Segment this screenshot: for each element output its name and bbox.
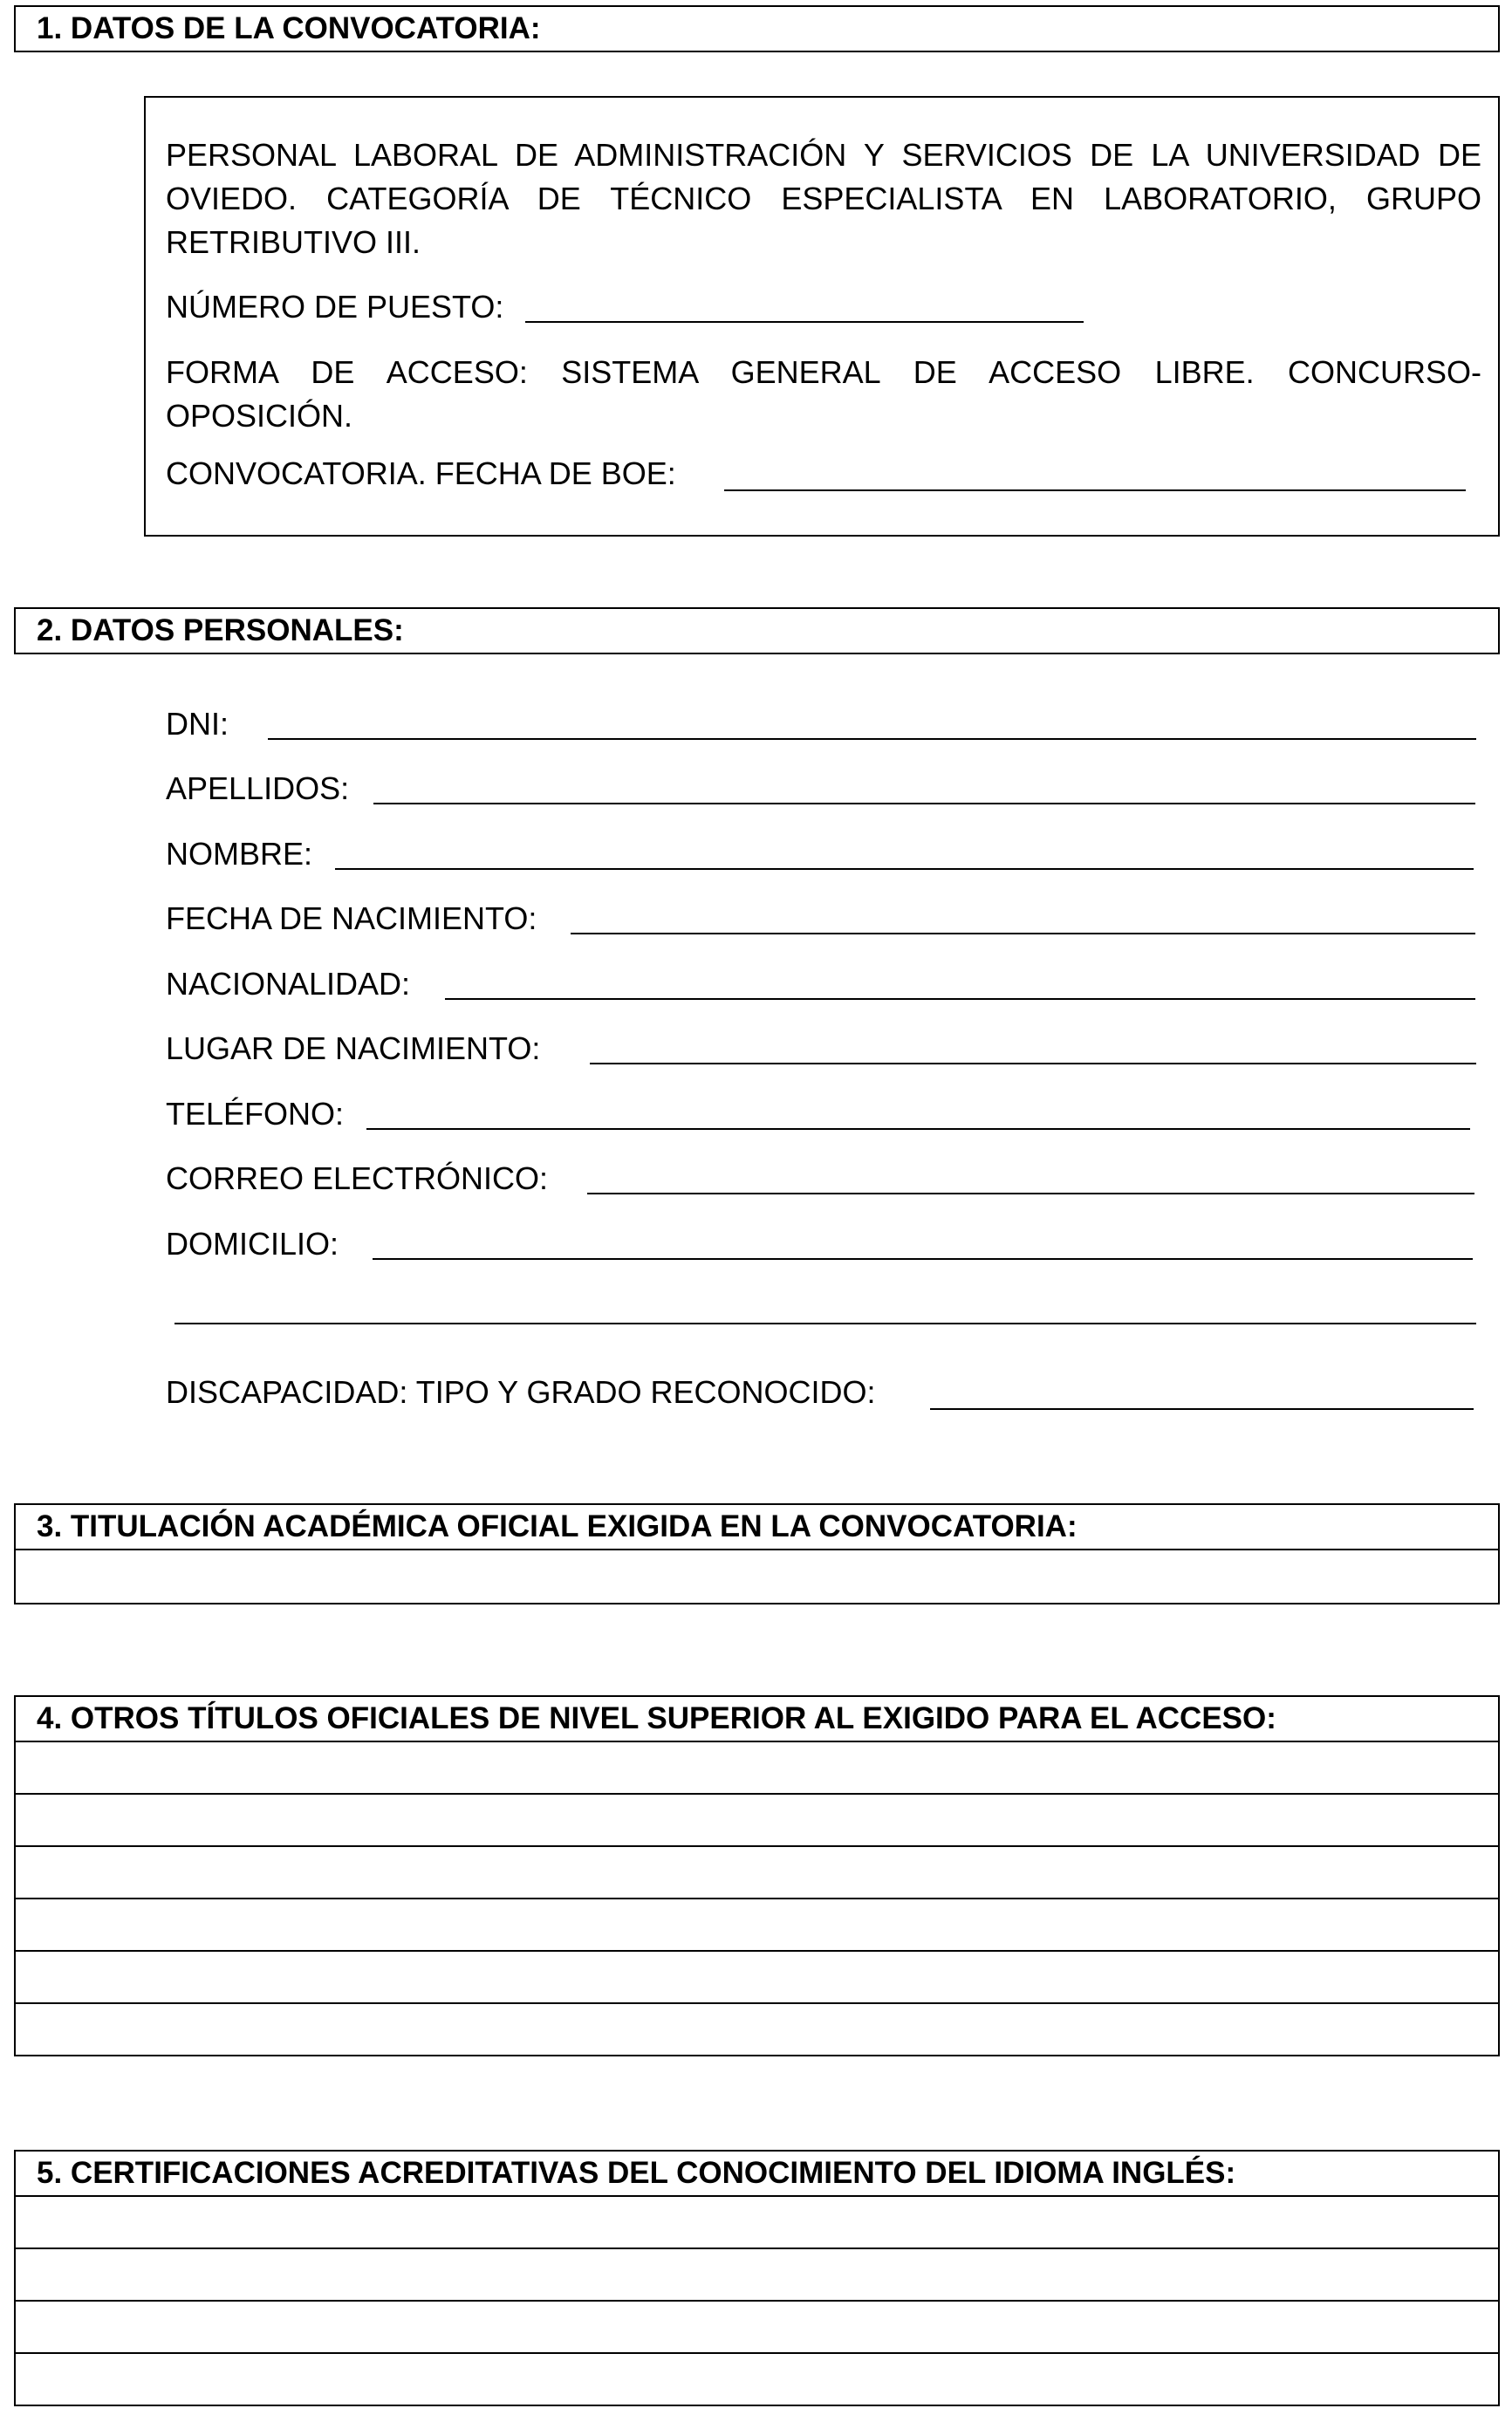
nombre-label: NOMBRE:	[166, 836, 313, 872]
lugar-nacimiento-field[interactable]	[590, 1063, 1476, 1064]
section-4-row[interactable]	[14, 1899, 1500, 1952]
discapacidad-field[interactable]	[930, 1408, 1474, 1410]
correo-label: CORREO ELECTRÓNICO:	[166, 1160, 549, 1196]
fecha-boe-label: CONVOCATORIA. FECHA DE BOE:	[166, 455, 676, 491]
discapacidad-label: DISCAPACIDAD: TIPO Y GRADO RECONOCIDO:	[166, 1374, 876, 1410]
dni-field[interactable]	[268, 738, 1476, 740]
section-3-header	[14, 1503, 1500, 1550]
section-2-header	[14, 607, 1500, 654]
correo-field[interactable]	[587, 1193, 1474, 1194]
numero-puesto-field[interactable]	[525, 321, 1084, 323]
fecha-boe-field[interactable]	[724, 489, 1466, 491]
telefono-field[interactable]	[366, 1128, 1470, 1130]
section-4-row[interactable]	[14, 1742, 1500, 1795]
section-4-title: 4. OTROS TÍTULOS OFICIALES DE NIVEL SUPERIOR AL EXIGIDO PARA EL ACCESO:	[37, 1701, 1276, 1735]
forma-acceso-line-1: FORMA DE ACCESO: SISTEMA GENERAL DE ACCESO LIBRE. CONCURSO-	[166, 354, 1481, 390]
section-1-header	[14, 5, 1500, 52]
lugar-nacimiento-label: LUGAR DE NACIMIENTO:	[166, 1030, 541, 1066]
numero-puesto-label: NÚMERO DE PUESTO:	[166, 289, 504, 325]
fecha-nacimiento-field[interactable]	[571, 933, 1475, 934]
section-4-row[interactable]	[14, 1847, 1500, 1899]
nombre-field[interactable]	[335, 868, 1474, 870]
section-2-title: 2. DATOS PERSONALES:	[37, 613, 404, 647]
section-4-row[interactable]	[14, 1952, 1500, 2004]
apellidos-field[interactable]	[373, 803, 1475, 804]
section-5-row[interactable]	[14, 2302, 1500, 2354]
domicilio-field[interactable]	[373, 1258, 1473, 1260]
section-4-header	[14, 1695, 1500, 1742]
forma-acceso-line-2: OPOSICIÓN.	[166, 398, 353, 434]
section-4-row[interactable]	[14, 1795, 1500, 1847]
section-5-title: 5. CERTIFICACIONES ACREDITATIVAS DEL CONOCIMIENTO DEL IDIOMA INGLÉS:	[37, 2156, 1236, 2190]
telefono-label: TELÉFONO:	[166, 1096, 345, 1132]
nacionalidad-field[interactable]	[445, 998, 1475, 1000]
apellidos-label: APELLIDOS:	[166, 770, 350, 806]
section-4-row[interactable]	[14, 2004, 1500, 2056]
fecha-nacimiento-label: FECHA DE NACIMIENTO:	[166, 900, 537, 936]
convocatoria-line-3: RETRIBUTIVO III.	[166, 224, 421, 260]
section-3-title: 3. TITULACIÓN ACADÉMICA OFICIAL EXIGIDA EN LA CONVOCATORIA:	[37, 1509, 1078, 1543]
section-5-row[interactable]	[14, 2197, 1500, 2249]
domicilio-label: DOMICILIO:	[166, 1226, 339, 1262]
dni-label: DNI:	[166, 706, 229, 742]
nacionalidad-label: NACIONALIDAD:	[166, 966, 411, 1002]
section-5-row[interactable]	[14, 2354, 1500, 2406]
convocatoria-line-1: PERSONAL LABORAL DE ADMINISTRACIÓN Y SERVICIOS DE LA UNIVERSIDAD DE	[166, 137, 1481, 173]
domicilio-field-line-2[interactable]	[174, 1323, 1476, 1324]
section-5-header	[14, 2150, 1500, 2197]
section-3-row[interactable]	[14, 1550, 1500, 1604]
section-1-title: 1. DATOS DE LA CONVOCATORIA:	[37, 11, 541, 45]
convocatoria-line-2: OVIEDO. CATEGORÍA DE TÉCNICO ESPECIALISTA EN LABORATORIO, GRUPO	[166, 181, 1481, 216]
section-5-row[interactable]	[14, 2249, 1500, 2302]
